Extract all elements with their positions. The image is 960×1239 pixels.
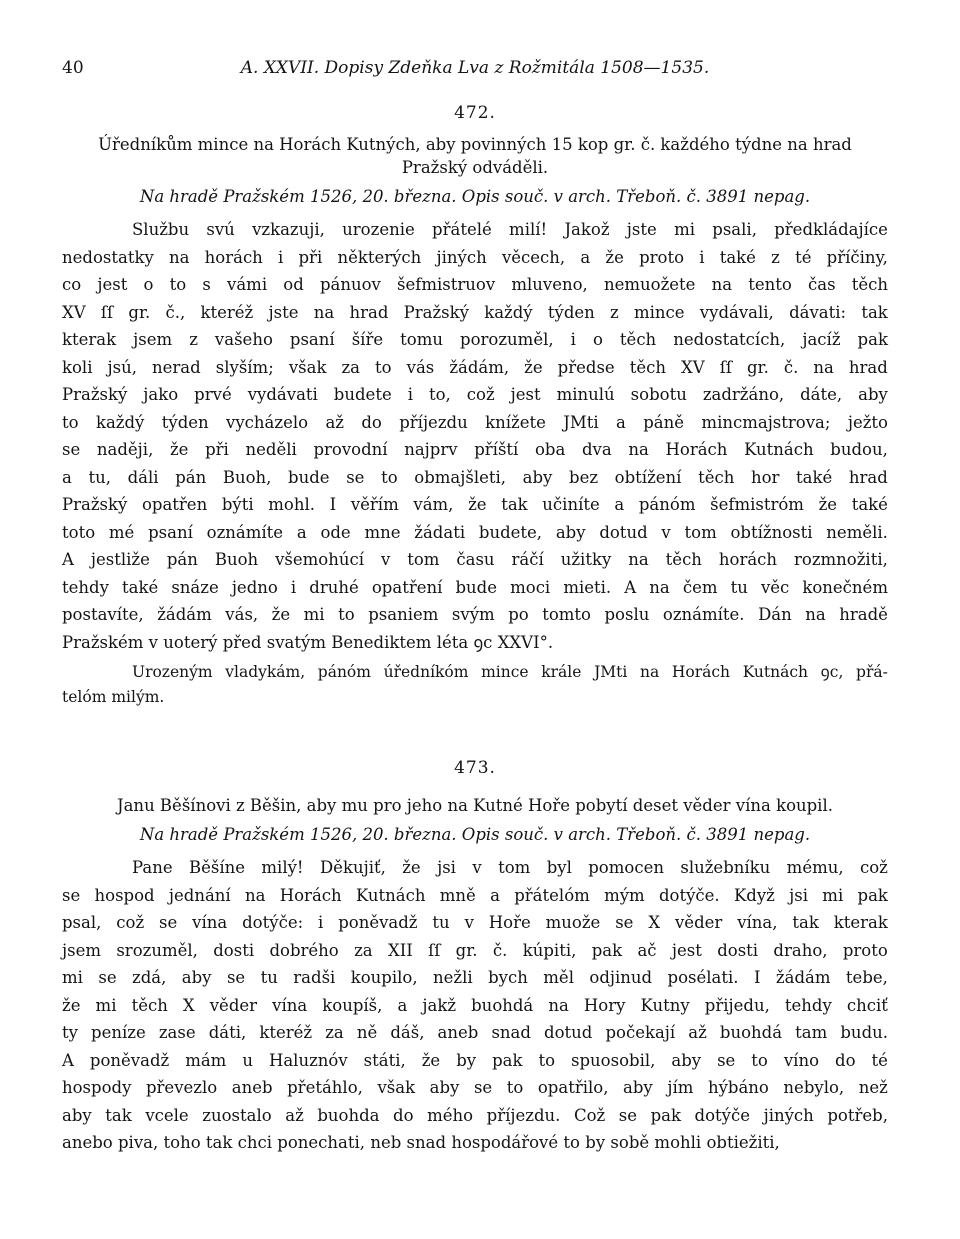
letter-address: [62, 660, 888, 710]
text-line: Službu svú vzkazuji, urozenie přátelé milí! Jakož jste mi psali, předkládajíce: [132, 220, 888, 239]
text-line: Pražský opatřen býti mohl. I věřím vám, že tak učiníte a pánóm šefmistróm že také: [62, 495, 888, 514]
text-line: anebo piva, toho tak chci ponechati, neb snad hospodářové to by sobě mohli obtiežiti,: [62, 1133, 780, 1152]
text-line: toto mé psaní oznámíte a ode mne žádati budete, aby dotud v tom obtížnosti neměli.: [62, 522, 888, 542]
text-line: to každý týden vycházelo až do příjezdu knížete JMti a páně mincmajstrova; ježto: [62, 412, 888, 432]
letter-body: [62, 216, 888, 656]
text-line: postavíte, žádám vás, že mi to psaniem svým po tomto poslu oznámíte. Dán na hradě: [62, 605, 888, 624]
letter-number: 473.: [454, 758, 496, 778]
page-header: [62, 58, 888, 82]
letter-472: [62, 103, 888, 710]
text-line: se hospod jednání na Horách Kutnách mně a přátelóm mým dotýče. Když jsi mi pak: [62, 885, 888, 905]
letter-source: Na hradě Pražském 1526, 20. března. Opis souč. v arch. Třeboň. č. 3891 nepag.: [139, 825, 811, 844]
text-line: se naději, že při neděli provodní najprv příští oba dva na Horách Kutnách budou,: [62, 440, 888, 459]
text-line: psal, což se vína dotýče: i poněvadž tu v Hoře muože se X věder vína, tak kterak: [62, 913, 888, 932]
running-head: A. XXVII. Dopisy Zdeňka Lva z Rožmitála 1508—1535.: [240, 58, 710, 78]
text-line: A jestliže pán Buoh všemohúcí v tom času ráčí užitky na těch horách rozmnožiti,: [62, 550, 888, 569]
letter-473: [62, 758, 888, 1157]
letter-summary: Úředníkům mince na Horách Kutných, aby povinných 15 kop gr. č. každého týdne na hrad Pražský odváděli.: [98, 135, 852, 177]
text-line: jsem srozuměl, dosti dobrého za XII ſſ gr. č. kúpiti, pak ač jest dosti draho, proto: [62, 940, 888, 960]
page-number: 40: [62, 58, 84, 78]
text-line: Pane Běšíne milý! Děkujiť, že jsi v tom byl pomocen služebníku mému, což: [132, 858, 888, 877]
text-line: Pražský jako prvé vydávati budete i to, což jest minulú sobotu zadržáno, dáte, aby: [62, 385, 888, 404]
letter-number: 472.: [454, 103, 496, 123]
text-line: XV ſſ gr. č., kteréž jste na hrad Pražský každý týden z mince vydávali, dávati: tak: [62, 302, 888, 322]
text-line: ty peníze zase dáti, kteréž za ně dáš, aneb snad dotud počekají až buohdá tam budu.: [62, 1023, 888, 1042]
text-line: co jest o to s vámi od pánuov šefmistruov mluveno, nemuožete na tento čas těch: [62, 275, 888, 294]
text-line: A poněvadž mám u Haluznóv státi, že by pak to spuosobil, aby se to víno do té: [62, 1050, 888, 1070]
letter-summary: Janu Běšínovi z Běšin, aby mu pro jeho na Kutné Hoře pobytí deset věder vína koupil.: [116, 796, 833, 815]
text-line: a tu, dáli pán Buoh, bude se to obmajšleti, aby bez obtížení těch hor také hrad: [62, 467, 888, 487]
letter-source: Na hradě Pražském 1526, 20. března. Opis souč. v arch. Třeboň. č. 3891 nepag.: [139, 187, 811, 206]
text-line: mi se zdá, aby se tu radši koupilo, nežli bych měl odjinud posélati. I žádám tebe,: [62, 968, 888, 987]
text-line: nedostatky na horách i při některých jiných věcech, a že proto i také z té příčiny,: [62, 247, 888, 267]
text-line: Pražském v uoterý před svatým Benediktem léta ꝯc XXVI°.: [62, 632, 554, 652]
text-line: hospody převezlo aneb přetáhlo, však aby se to opatřilo, aby jím hýbáno nebylo, než: [62, 1078, 888, 1097]
text-line: aby tak vcele zuostalo až buohda do mého příjezdu. Což se pak dotýče jiných potřeb,: [62, 1105, 888, 1125]
text-line: kterak jsem z vašeho psaní šíře tomu porozuměl, i o těch nedostatcích, jacíž pak: [62, 330, 888, 349]
text-line: telóm milým.: [62, 688, 165, 706]
letter-body: [62, 854, 888, 1157]
text-line: Urozeným vladykám, pánóm úředníkóm mince krále JMti na Horách Kutnách ꝯc, přá-: [132, 663, 888, 681]
text-line: koli jsú, nerad slyším; však za to vás žádám, že předse těch XV ſſ gr. č. na hrad: [62, 357, 888, 377]
text-line: že mi těch X věder vína koupíš, a jakž buohdá na Hory Kutny přijedu, tehdy chciť: [62, 995, 888, 1015]
text-line: tehdy také snáze jedno i druhé opatření bude moci mieti. A na čem tu věc konečném: [62, 577, 888, 597]
